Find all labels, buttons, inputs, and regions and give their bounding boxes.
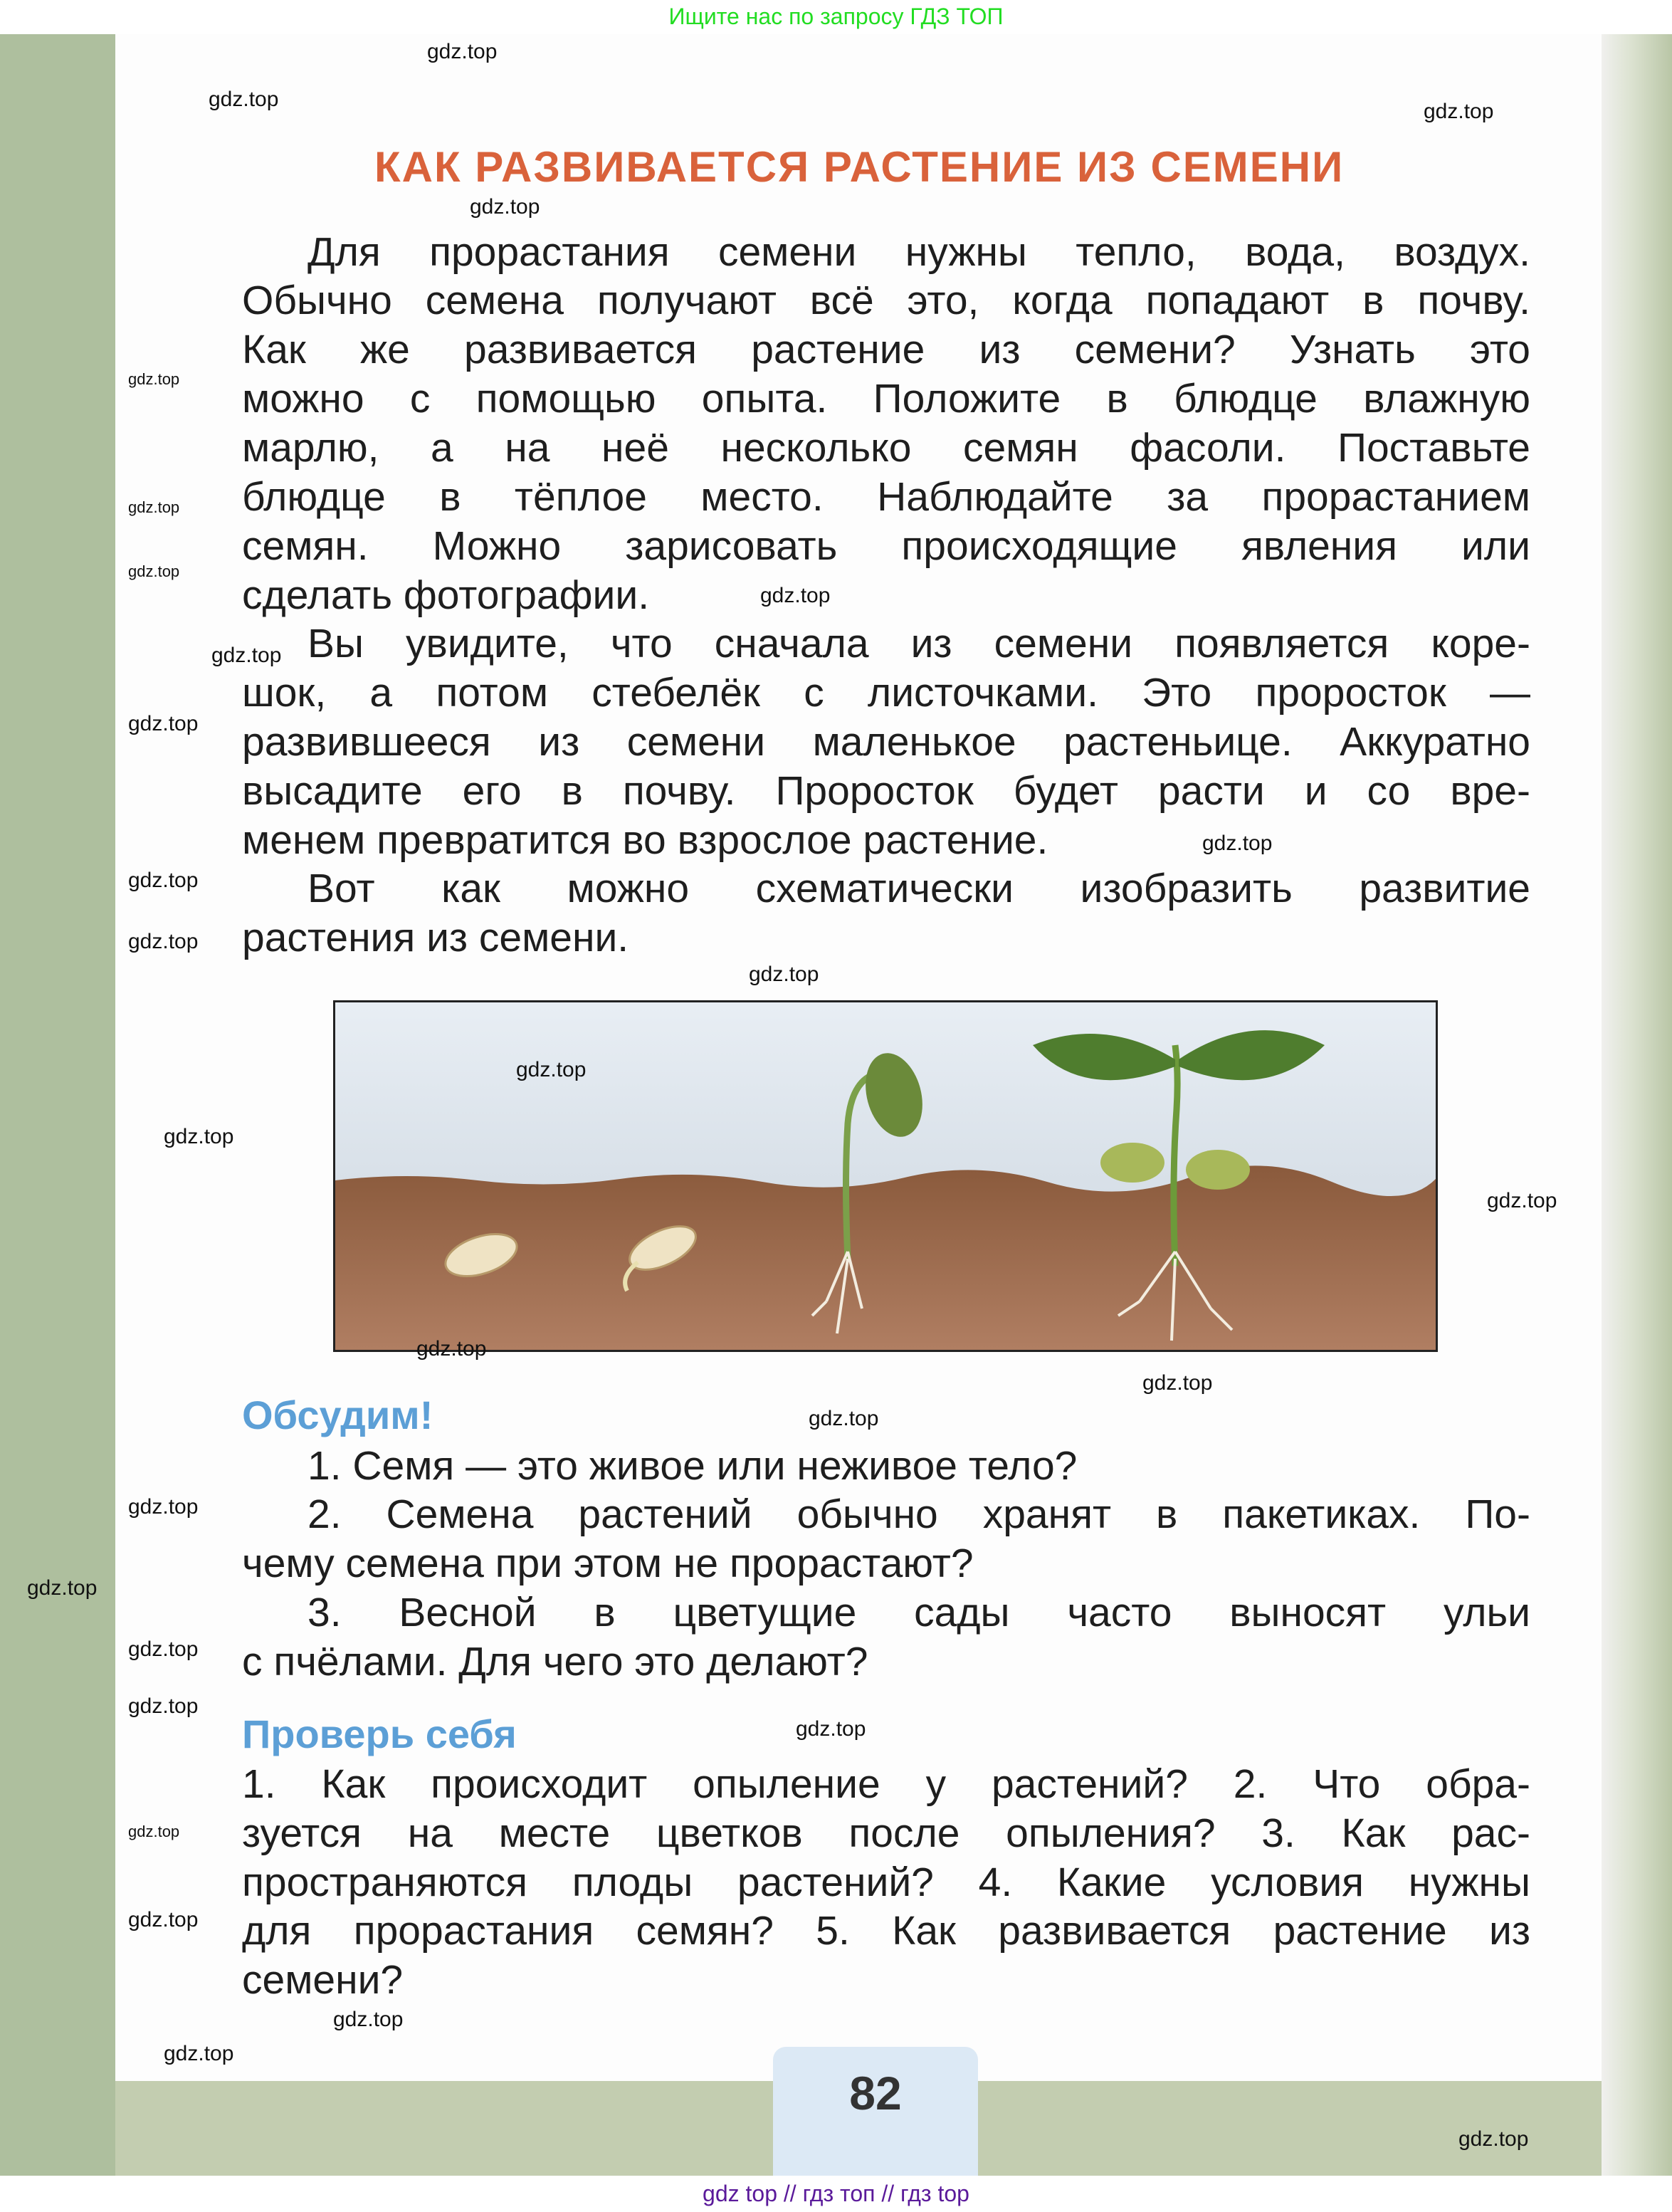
text-line: Вот как можно схематически изобразить развитие	[307, 866, 1530, 911]
watermark: gdz.top	[128, 1908, 199, 1931]
text-line: Вы увидите, что сначала из семени появляется коре-	[307, 621, 1530, 666]
text-line: развившееся из семени маленькое растеньице. Аккуратно	[242, 719, 1530, 765]
top-banner-text: Ищите нас по запросу ГДЗ ТОП	[668, 4, 1004, 29]
watermark: gdz.top	[333, 2008, 404, 2031]
text-line: высадите его в почву. Проросток будет расти и со вре-	[242, 768, 1530, 814]
question-line: 3. Весной в цветущие сады часто выносят ульи	[307, 1590, 1530, 1635]
watermark: gdz.top	[128, 930, 199, 953]
text-line: Обычно семена получают всё это, когда попадают в почву.	[242, 278, 1530, 323]
watermark: gdz.top	[128, 869, 199, 892]
watermark: gdz.top	[516, 1058, 587, 1081]
question-line: чему семена при этом не прорастают?	[242, 1541, 974, 1586]
watermark: gdz.top	[27, 1576, 98, 1600]
watermark: gdz.top	[164, 1125, 234, 1148]
watermark: gdz.top	[164, 2042, 234, 2065]
watermark: gdz.top	[128, 370, 180, 388]
watermark: gdz.top	[128, 1694, 199, 1718]
discuss-heading: Обсудим!	[242, 1393, 433, 1437]
watermark: gdz.top	[749, 963, 819, 986]
check-yourself-heading: Проверь себя	[242, 1712, 517, 1756]
plant-growth-drawing	[335, 1002, 1436, 1350]
question-line: с пчёлами. Для чего это делают?	[242, 1639, 868, 1684]
watermark: gdz.top	[1487, 1189, 1557, 1212]
watermark: gdz.top	[1142, 1371, 1213, 1395]
text-line: Как же развивается растение из семени? Узнать это	[242, 327, 1530, 372]
book-edge	[1602, 34, 1672, 2176]
watermark: gdz.top	[470, 195, 540, 219]
bottom-banner	[0, 2176, 1672, 2212]
question-line: 2. Семена растений обычно хранят в пакетиках. По-	[307, 1492, 1530, 1537]
watermark: gdz.top	[427, 40, 498, 63]
question-line: 1. Семя — это живое или неживое тело?	[307, 1443, 1078, 1489]
watermark: gdz.top	[128, 498, 180, 516]
watermark: gdz.top	[128, 1823, 180, 1840]
bottom-banner-text: gdz top // гдз топ // гдз top	[703, 2181, 969, 2206]
seed-development-illustration	[333, 1000, 1438, 1352]
question-line: 1. Как происходит опыление у растений? 2. Что обра-	[242, 1761, 1530, 1807]
text-line: блюдце в тёплое место. Наблюдайте за прорастанием	[242, 474, 1530, 520]
watermark: gdz.top	[1458, 2127, 1529, 2151]
text-line: менем превратится во взрослое растение.	[242, 817, 1048, 863]
text-line: Для прорастания семени нужны тепло, вода, воздух.	[307, 229, 1530, 275]
text-line: растения из семени.	[242, 915, 629, 960]
watermark: gdz.top	[796, 1717, 866, 1741]
left-margin-decoration	[0, 34, 115, 2176]
watermark: gdz.top	[128, 562, 180, 580]
watermark: gdz.top	[209, 88, 279, 111]
text-line: шок, а потом стебелёк с листочками. Это проросток —	[242, 670, 1530, 716]
page-number-tab	[773, 2047, 978, 2176]
watermark: gdz.top	[809, 1407, 879, 1430]
watermark: gdz.top	[760, 584, 831, 607]
text-line: семян. Можно зарисовать происходящие явления или	[242, 523, 1530, 569]
watermark: gdz.top	[211, 644, 282, 667]
question-line: пространяются плоды растений? 4. Какие условия нужны	[242, 1860, 1530, 1905]
question-line: зуется на месте цветков после опыления? 3. Как рас-	[242, 1810, 1530, 1856]
watermark: gdz.top	[1424, 100, 1494, 123]
watermark: gdz.top	[128, 712, 199, 735]
watermark: gdz.top	[1202, 832, 1273, 855]
text-line: сделать фотографии.	[242, 572, 650, 618]
page-title: КАК РАЗВИВАЕТСЯ РАСТЕНИЕ ИЗ СЕМЕНИ	[374, 143, 1345, 191]
question-line: для прорастания семян? 5. Как развивается растение из	[242, 1908, 1530, 1954]
watermark: gdz.top	[416, 1337, 487, 1361]
page-number: 82	[849, 2067, 902, 2119]
text-line: марлю, а на неё несколько семян фасоли. Поставьте	[242, 425, 1530, 471]
watermark: gdz.top	[128, 1637, 199, 1661]
text-line: можно с помощью опыта. Положите в блюдце влажную	[242, 376, 1530, 421]
question-line: семени?	[242, 1957, 404, 2003]
top-banner	[0, 0, 1672, 34]
watermark: gdz.top	[128, 1495, 199, 1519]
